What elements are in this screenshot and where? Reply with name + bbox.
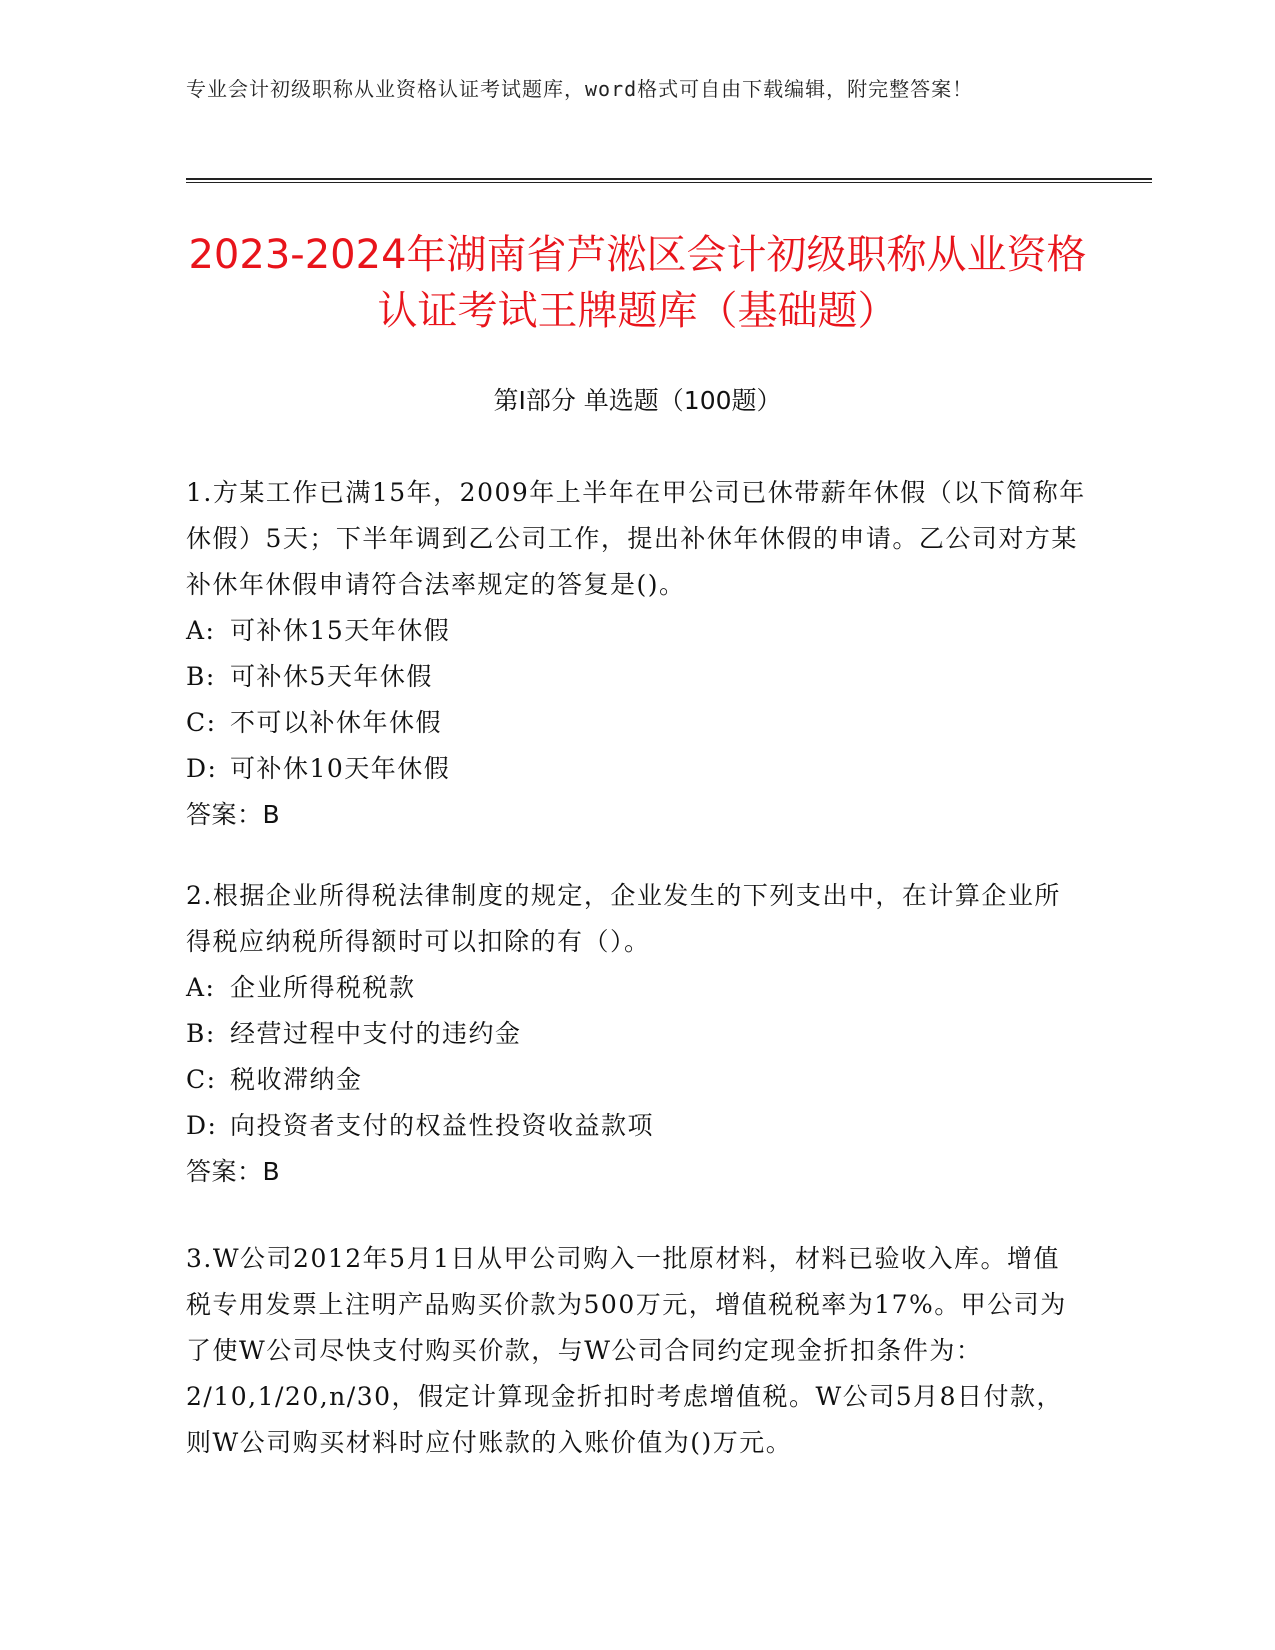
option-text: 税收滞纳金 xyxy=(230,1065,363,1094)
header-divider-thick xyxy=(186,178,1152,180)
question-stem: 2.根据企业所得税法律制度的规定，企业发生的下列支出中，在计算企业所得税应纳税所得额时可以扣除的有（）。 xyxy=(186,881,1061,956)
answer-line: 答案：B xyxy=(186,1157,281,1186)
question-3 xyxy=(186,1236,1086,1466)
section-heading: 第Ⅰ部分 单选题（100题） xyxy=(493,386,782,415)
option-b xyxy=(186,1011,1086,1057)
question-2 xyxy=(186,873,1086,1195)
header-note: 专业会计初级职称从业资格认证考试题库，word格式可自由下载编辑，附完整答案！ xyxy=(186,77,974,101)
option-text: 不可以补休年休假 xyxy=(230,708,443,737)
question-stem: 1.方某工作已满15年，2009年上半年在甲公司已休带薪年休假（以下简称年休假）5天；下半年调到乙公司工作，提出补休年休假的申请。乙公司对方某补休年休假申请符合法率规定的答复是()。 xyxy=(186,478,1086,599)
question-1 xyxy=(186,470,1086,838)
option-letter: B: xyxy=(186,662,216,691)
header-divider-thin xyxy=(186,182,1152,183)
option-a xyxy=(186,608,1086,654)
option-letter: D: xyxy=(186,754,218,783)
option-letter: B: xyxy=(186,1019,216,1048)
option-letter: C: xyxy=(186,1065,217,1094)
option-text: 企业所得税税款 xyxy=(230,973,416,1002)
option-letter: C: xyxy=(186,708,217,737)
option-b xyxy=(186,654,1086,700)
option-a xyxy=(186,965,1086,1011)
option-d xyxy=(186,746,1086,792)
option-letter: A: xyxy=(186,616,216,645)
option-letter: A: xyxy=(186,973,216,1002)
option-c xyxy=(186,700,1086,746)
option-text: 可补休10天年休假 xyxy=(230,754,451,783)
option-d xyxy=(186,1103,1086,1149)
option-c xyxy=(186,1057,1086,1103)
option-letter: D: xyxy=(186,1111,218,1140)
option-text: 可补休15天年休假 xyxy=(230,616,451,645)
answer-line: 答案：B xyxy=(186,800,281,829)
document-title: 2023-2024年湖南省芦淞区会计初级职称从业资格认证考试王牌题库（基础题） xyxy=(188,231,1087,334)
option-text: 经营过程中支付的违约金 xyxy=(230,1019,522,1048)
question-stem: 3.W公司2012年5月1日从甲公司购入一批原材料，材料已验收入库。增值税专用发票上注明产品购买价款为500万元，增值税税率为17%。甲公司为了使W公司尽快支付购买价款，与W公司合同约定现金折扣条件为：2/10,1/20,n/30，假定计算现金折扣时考虑增值税。W公司5月8日付款，则W公司购买材料时应付账款的入账价值为()万元。 xyxy=(186,1244,1067,1457)
option-text: 向投资者支付的权益性投资收益款项 xyxy=(230,1111,655,1140)
option-text: 可补休5天年休假 xyxy=(230,662,433,691)
